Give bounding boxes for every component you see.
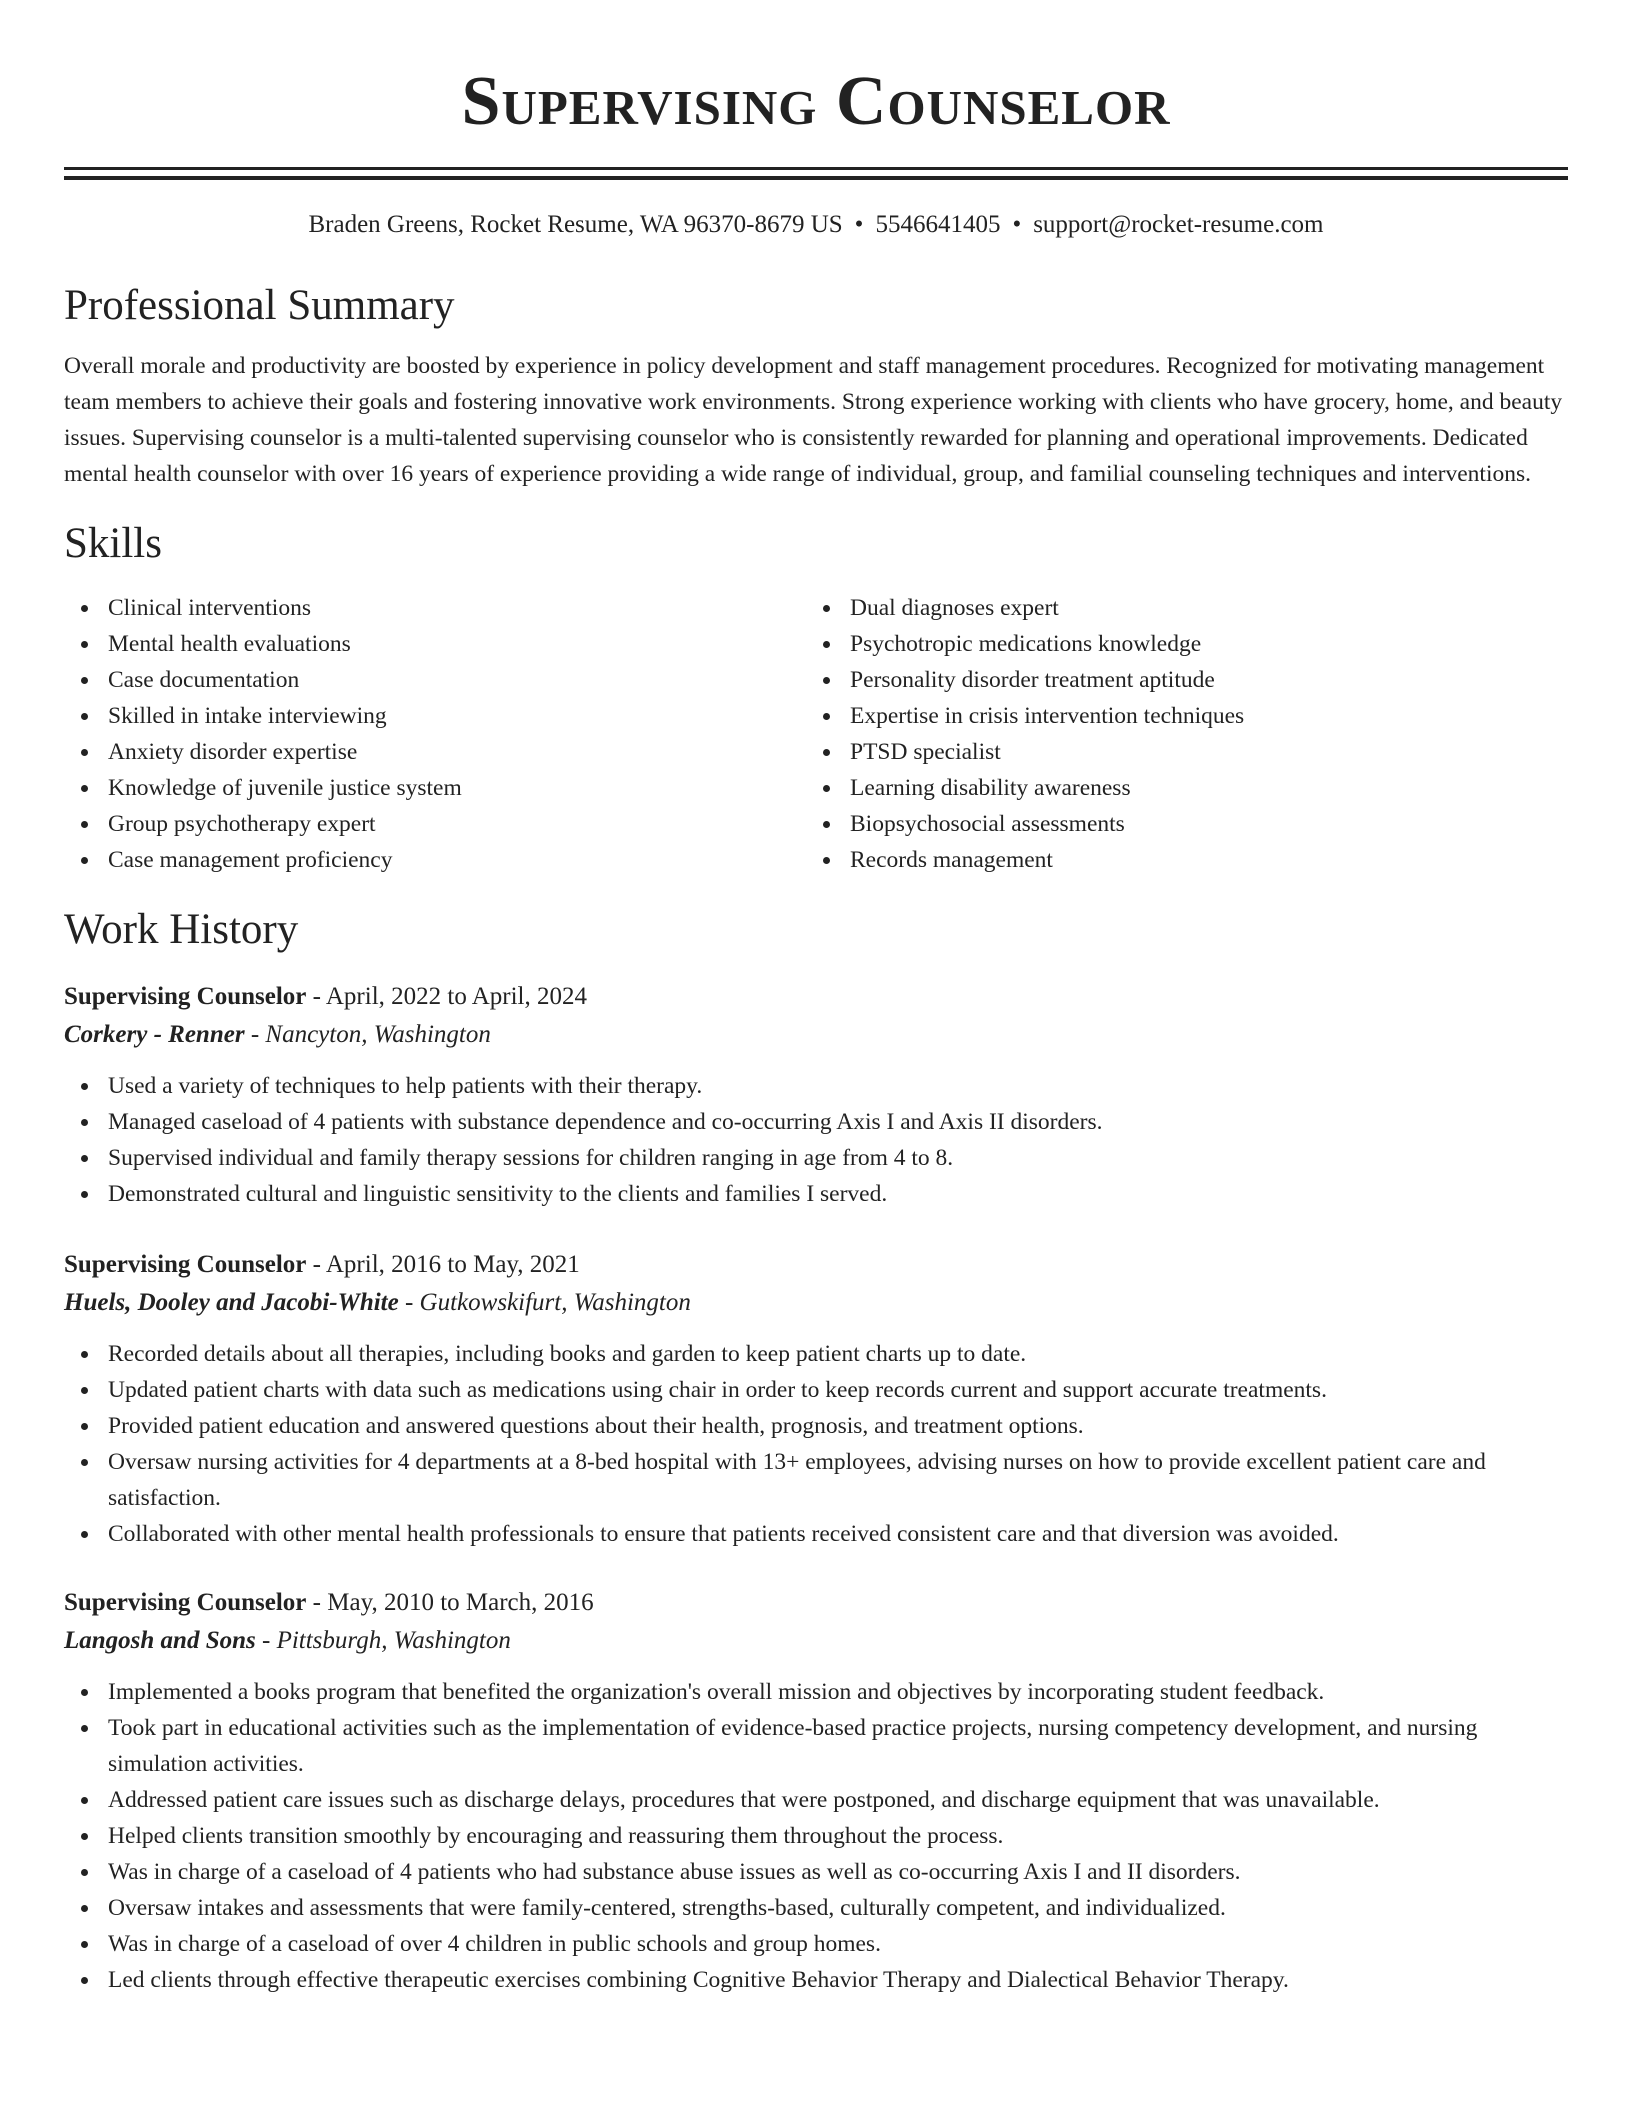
job-company: Langosh and Sons <box>64 1627 256 1654</box>
summary-text: Overall morale and productivity are boosted by experience in policy development and staff management procedures. Recognized for motivating management team members to achieve their goals and fostering innovative work environments. Strong experience working with clients who have grocery, home, and beauty issues. Supervising counselor is a multi-talented supervising counselor who is consistently rewarded for planning and operational improvements. Dedicated mental health counselor with over 16 years of experience providing a wide range of individual, group, and familial counseling techniques and interventions. <box>64 353 1563 487</box>
job-duty: Oversaw nursing activities for 4 departments at a 8-bed hospital with 13+ employees, advising nurses on how to provide excellent patient care and satisfaction. <box>64 1444 1568 1516</box>
job-employer <box>64 1622 1568 1660</box>
job-duty: Updated patient charts with data such as medications using chair in order to keep records current and support accurate treatments. <box>64 1372 1568 1408</box>
job-company: Huels, Dooley and Jacobi-White <box>64 1289 399 1316</box>
job-entry <box>64 978 1568 1212</box>
skill-item: Anxiety disorder expertise <box>64 734 806 770</box>
contact-separator: • <box>1012 211 1022 238</box>
job-duty: Recorded details about all therapies, including books and garden to keep patient charts up to date. <box>64 1336 1568 1372</box>
job-duty: Helped clients transition smoothly by encouraging and reassuring them throughout the process. <box>64 1818 1568 1854</box>
job-duty: Supervised individual and family therapy sessions for children ranging in age from 4 to 8. <box>64 1140 1568 1176</box>
job-duty: Managed caseload of 4 patients with substance dependence and co-occurring Axis I and Axis II disorders. <box>64 1104 1568 1140</box>
job-location: - Nancyton, Washington <box>244 1021 491 1048</box>
job-duties <box>64 1068 1568 1212</box>
skill-item: Clinical interventions <box>64 590 806 626</box>
skill-item: Dual diagnoses expert <box>806 590 1548 626</box>
skills-column-left <box>64 590 806 878</box>
work-history-heading: Work History <box>64 906 299 953</box>
skill-item: Psychotropic medications knowledge <box>806 626 1548 662</box>
job-duty: Was in charge of a caseload of over 4 children in public schools and group homes. <box>64 1926 1568 1962</box>
skills-grid <box>64 590 1568 878</box>
job-duty: Was in charge of a caseload of 4 patients who had substance abuse issues as well as co-occurring Axis I and II disorders. <box>64 1854 1568 1890</box>
contact-phone: 5546641405 <box>875 211 1001 238</box>
job-location: - Gutkowskifurt, Washington <box>398 1289 691 1316</box>
contact-email: support@rocket-resume.com <box>1033 211 1324 238</box>
job-duties <box>64 1336 1568 1552</box>
job-duty: Oversaw intakes and assessments that were family-centered, strengths-based, culturally competent, and individualized. <box>64 1890 1568 1926</box>
skill-item: Case management proficiency <box>64 842 806 878</box>
contact-separator: • <box>854 211 864 238</box>
job-duty: Demonstrated cultural and linguistic sensitivity to the clients and families I served. <box>64 1176 1568 1212</box>
contact-line <box>64 210 1568 240</box>
job-employer <box>64 1284 1568 1322</box>
skill-item: Knowledge of juvenile justice system <box>64 770 806 806</box>
job-duty: Used a variety of techniques to help patients with their therapy. <box>64 1068 1568 1104</box>
job-duties <box>64 1674 1568 1998</box>
job-duty: Provided patient education and answered questions about their health, prognosis, and treatment options. <box>64 1408 1568 1444</box>
job-header <box>64 978 1568 1016</box>
job-employer <box>64 1016 1568 1054</box>
job-dates: - April, 2016 to May, 2021 <box>306 1251 580 1278</box>
skill-item: Expertise in crisis intervention techniques <box>806 698 1548 734</box>
skills-heading: Skills <box>64 520 162 567</box>
skill-item: Mental health evaluations <box>64 626 806 662</box>
title-rule-bottom <box>64 176 1568 180</box>
skill-item: Records management <box>806 842 1548 878</box>
job-entry <box>64 1246 1568 1552</box>
job-title: Supervising Counselor <box>64 1589 307 1616</box>
job-entry <box>64 1584 1568 1998</box>
job-header <box>64 1584 1568 1622</box>
job-title: Supervising Counselor <box>64 1251 307 1278</box>
job-dates: - April, 2022 to April, 2024 <box>306 983 587 1010</box>
skill-item: Case documentation <box>64 662 806 698</box>
skill-item: Personality disorder treatment aptitude <box>806 662 1548 698</box>
summary-heading: Professional Summary <box>64 282 455 329</box>
job-duty: Addressed patient care issues such as discharge delays, procedures that were postponed, and discharge equipment that was unavailable. <box>64 1782 1568 1818</box>
skill-item: Skilled in intake interviewing <box>64 698 806 734</box>
skills-column-right <box>806 590 1548 878</box>
skill-item: PTSD specialist <box>806 734 1548 770</box>
job-duty: Collaborated with other mental health professionals to ensure that patients received consistent care and that diversion was avoided. <box>64 1516 1568 1552</box>
job-duty: Implemented a books program that benefited the organization's overall mission and objectives by incorporating student feedback. <box>64 1674 1568 1710</box>
job-company: Corkery - Renner <box>64 1021 245 1048</box>
title-rule-top <box>64 167 1568 170</box>
job-dates: - May, 2010 to March, 2016 <box>306 1589 594 1616</box>
job-header <box>64 1246 1568 1284</box>
skill-item: Biopsychosocial assessments <box>806 806 1548 842</box>
job-duty: Took part in educational activities such as the implementation of evidence-based practice projects, nursing competency development, and nursing simulation activities. <box>64 1710 1568 1782</box>
skill-item: Learning disability awareness <box>806 770 1548 806</box>
job-duty: Led clients through effective therapeutic exercises combining Cognitive Behavior Therapy and Dialectical Behavior Therapy. <box>64 1962 1568 1998</box>
contact-address: Braden Greens, Rocket Resume, WA 96370-8679 US <box>308 211 843 238</box>
job-title: Supervising Counselor <box>64 983 307 1010</box>
resume-title: Supervising Counselor <box>461 63 1171 140</box>
skill-item: Group psychotherapy expert <box>64 806 806 842</box>
job-location: - Pittsburgh, Washington <box>255 1627 511 1654</box>
